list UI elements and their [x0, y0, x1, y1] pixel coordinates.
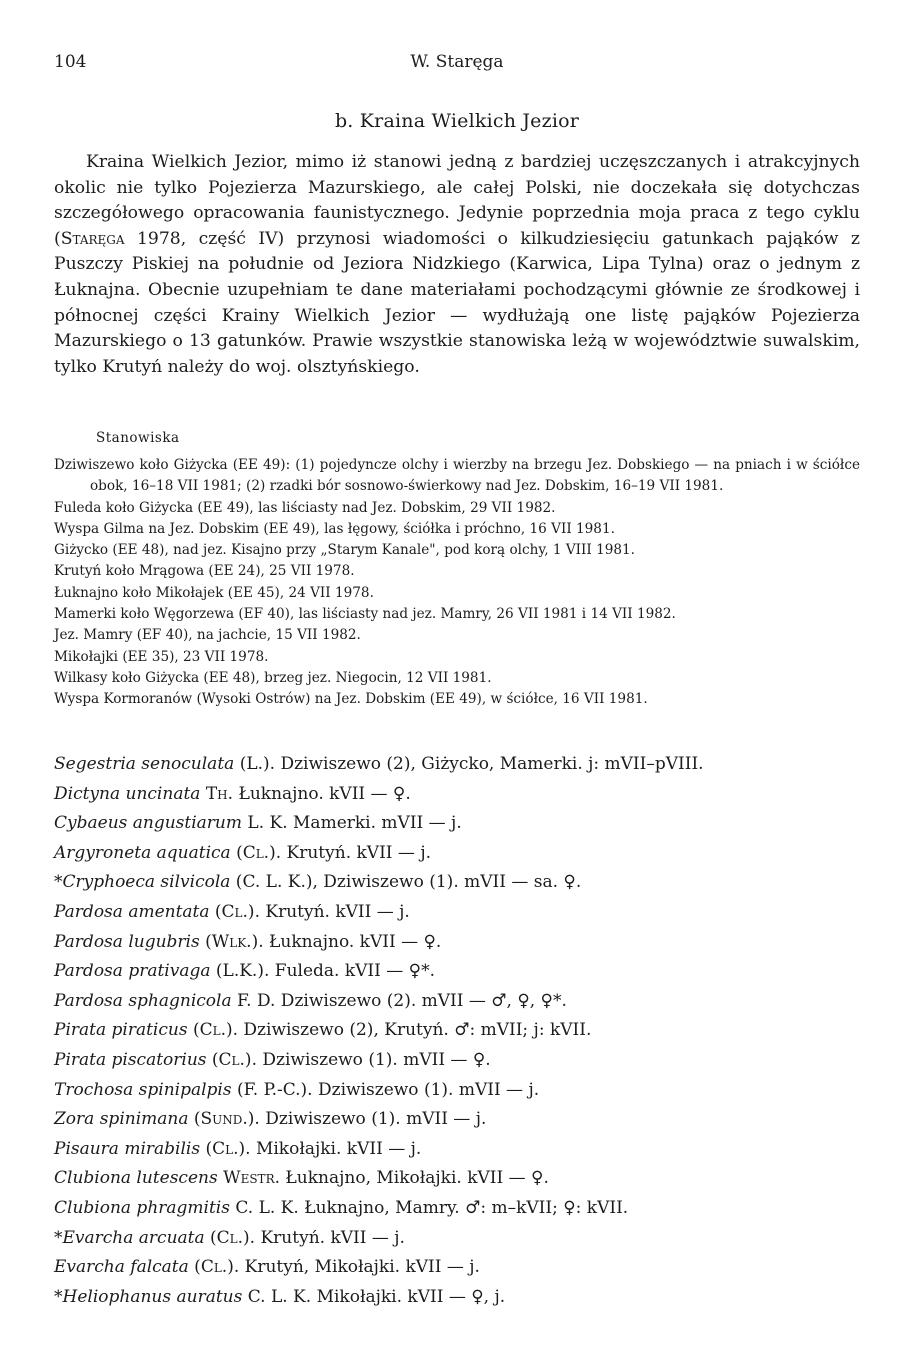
species-name: Pirata piraticus: [54, 1020, 188, 1041]
species-details: Krutyń. kVII — j.: [281, 842, 431, 863]
species-details: Krutyń. kVII — j.: [255, 1227, 405, 1248]
species-author: (L.).: [234, 754, 276, 774]
species-author: C. L. K.: [242, 1286, 312, 1307]
species-author: (L.K.).: [210, 961, 270, 982]
species-details: Dziwiszewo (2). mVII — ♂, ♀, ♀*.: [275, 990, 567, 1011]
species-name: Zora spinimana: [54, 1109, 189, 1130]
station-entry: Wyspa Gilma na Jez. Dobskim (EE 49), las łęgowy, ściółka i próchno, 16 VII 1981.: [54, 520, 615, 537]
species-author: Westr.: [217, 1168, 281, 1189]
species-details: Dziwiszewo (1). mVII — j.: [259, 1109, 487, 1130]
species-entry: [54, 898, 860, 928]
species-details: Mikołajki. kVII — ♀, j.: [311, 1286, 506, 1307]
station-entry: Wilkasy koło Giżycka (EE 48), brzeg jez. Niegocin, 12 VII 1981.: [54, 669, 492, 686]
species-author: C. L. K.: [229, 1197, 299, 1218]
stations-list: [54, 455, 860, 711]
species-name: Pirata piscatorius: [54, 1049, 207, 1070]
species-details: Łuknajno, Mamry. ♂: m–kVII; ♀: kVII.: [298, 1197, 629, 1218]
species-name: Pardosa amentata: [54, 901, 210, 922]
species-entry: [54, 809, 860, 839]
species-entry: [54, 987, 860, 1017]
species-author: (Cl.).: [200, 1138, 251, 1159]
station-entry: Mikołajki (EE 35), 23 VII 1978.: [54, 648, 269, 665]
species-details: Dziwiszewo (2), Giżycko, Mamerki. j: mVII–pVIII.: [275, 754, 704, 774]
species-entry: [54, 1016, 860, 1046]
intro-text-2: 1978, część IV) przynosi wiadomości o kilkudziesięciu gatunkach pająków z Puszczy Piskiej na południe od Jeziora Nidzkiego (Karwica, Lipa Tylna) oraz o jednym z Łuknajna. Obecnie uzupełniam te dane materiałami pochodzącymi głównie ze środkowej i północnej części Krainy Wielkich Jezior — wydłużają one listę pająków Pojezierza Mazurskiego o 13 gatunków. Prawie wszystkie stanowiska leżą w województwie suwalskim, tylko Krutyń należy do woj. olsztyńskiego.: [54, 228, 860, 377]
species-entry: [54, 1164, 860, 1194]
species-details: Łuknajno. kVII — ♀.: [263, 931, 442, 952]
species-entry: [54, 1283, 860, 1313]
species-name: Pardosa sphagnicola: [54, 990, 232, 1011]
species-author: (Cl.).: [209, 901, 260, 922]
species-details: Łuknajno. kVII — ♀.: [233, 783, 411, 804]
station-entry: Łuknajno koło Mikołajek (EE 45), 24 VII 1978.: [54, 584, 374, 601]
species-name: Pardosa lugubris: [54, 931, 200, 952]
species-author: (C. L. K.),: [230, 872, 318, 893]
species-name: Pisaura mirabilis: [54, 1138, 201, 1159]
species-entry: [54, 1105, 860, 1135]
species-details: Mamerki. mVII — j.: [287, 813, 462, 834]
species-new-record-mark: *: [54, 1227, 63, 1248]
species-entry: [54, 1135, 860, 1165]
intro-text-1: Kraina Wielkich Jezior, mimo iż stanowi jedną z bardziej uczęszczanych i atrakcyjnych okolic nie tylko Pojezierza Mazurskiego, ale całej Polski, nie doczekała się dotychczas szczegółowego opracowania faunistycznego. Jedynie poprzednia moja praca z tego cyklu (: [54, 152, 860, 249]
species-entry: [54, 780, 860, 810]
station-entry: Mamerki koło Węgorzewa (EF 40), las liściasty nad jez. Mamry, 26 VII 1981 i 14 VII 1982.: [54, 606, 676, 623]
species-author: (Sund.).: [188, 1109, 260, 1130]
species-new-record-mark: *: [54, 872, 63, 893]
species-details: Dziwiszewo (1). mVII — j.: [312, 1079, 540, 1100]
species-name: Segestria senoculata: [54, 754, 235, 774]
stations-heading: Stanowiska: [96, 430, 180, 446]
species-author: (Cl.).: [188, 1257, 240, 1278]
species-author: (Cl.).: [206, 1049, 257, 1070]
species-author: (Cl.).: [187, 1020, 239, 1041]
station-entry: Giżycko (EE 48), nad jez. Kisajno przy „Starym Kanale", pod korą olchy, 1 VIII 1981.: [54, 542, 636, 559]
species-entry: [54, 1076, 860, 1106]
species-details: Dziwiszewo (1). mVII — sa. ♀.: [317, 872, 582, 893]
author-reference: Staręga: [60, 228, 125, 249]
species-name: Argyroneta aquatica: [54, 842, 231, 863]
species-entry: [54, 839, 860, 869]
species-author: Th.: [200, 783, 234, 804]
station-entry: Fuleda koło Giżycka (EE 49), las liściasty nad Jez. Dobskim, 29 VII 1982.: [54, 499, 556, 516]
station-entry: Dziwiszewo koło Giżycka (EE 49): (1) pojedyncze olchy i wierzby na brzegu Jez. Dobskiego — na pniach i w ściółce obok, 16–18 VII 1981; (2) rzadki bór sosnowo-świerkowy nad Jez. Dobskim, 16–19 VII 1981.: [54, 457, 860, 495]
species-entry: [54, 1046, 860, 1076]
species-author: F. D.: [231, 990, 276, 1011]
species-details: Krutyń, Mikołajki. kVII — j.: [239, 1257, 480, 1278]
species-details: Mikołajki. kVII — j.: [250, 1138, 422, 1159]
species-entry: [54, 1194, 860, 1224]
species-list: [54, 750, 860, 1312]
species-entry: [54, 750, 860, 780]
species-entry: [54, 868, 860, 898]
page-number: 104: [54, 52, 87, 72]
species-details: Krutyń. kVII — j.: [259, 901, 410, 922]
species-name: Cryphoeca silvicola: [62, 872, 231, 893]
species-author: (Cl.).: [230, 842, 282, 863]
species-name: Dictyna uncinata: [54, 783, 201, 804]
species-entry: [54, 1224, 860, 1254]
species-author: (Wlk.).: [199, 931, 264, 952]
species-entry: [54, 928, 860, 958]
species-name: Evarcha falcata: [54, 1257, 189, 1278]
species-entry: [54, 957, 860, 987]
species-author: (Cl.).: [204, 1227, 256, 1248]
species-details: Fuleda. kVII — ♀*.: [269, 961, 435, 982]
species-name: Evarcha arcuata: [62, 1227, 205, 1248]
intro-paragraph: [54, 150, 860, 380]
species-new-record-mark: *: [54, 1286, 63, 1307]
species-details: Łuknajno, Mikołajki. kVII — ♀.: [280, 1168, 549, 1189]
running-author: W. Staręga: [410, 52, 504, 72]
species-name: Clubiona lutescens: [54, 1168, 218, 1189]
station-entry: Jez. Mamry (EF 40), na jachcie, 15 VII 1982.: [54, 627, 361, 644]
species-name: Heliophanus auratus: [62, 1286, 243, 1307]
species-name: Clubiona phragmitis: [54, 1197, 230, 1218]
species-details: Dziwiszewo (1). mVII — ♀.: [256, 1049, 491, 1070]
species-name: Trochosa spinipalpis: [54, 1079, 232, 1100]
species-entry: [54, 1253, 860, 1283]
species-details: Dziwiszewo (2), Krutyń. ♂: mVII; j: kVII.: [238, 1020, 592, 1041]
section-title: b. Kraina Wielkich Jezior: [334, 110, 580, 132]
running-head: [54, 52, 860, 82]
species-name: Pardosa prativaga: [54, 961, 211, 982]
species-name: Cybaeus angustiarum: [54, 813, 243, 834]
species-author: L. K.: [242, 813, 288, 834]
station-entry: Wyspa Kormoranów (Wysoki Ostrów) na Jez. Dobskim (EE 49), w ściółce, 16 VII 1981.: [54, 691, 648, 708]
species-author: (F. P.-C.).: [231, 1079, 313, 1100]
station-entry: Krutyń koło Mrągowa (EE 24), 25 VII 1978.: [54, 563, 355, 580]
